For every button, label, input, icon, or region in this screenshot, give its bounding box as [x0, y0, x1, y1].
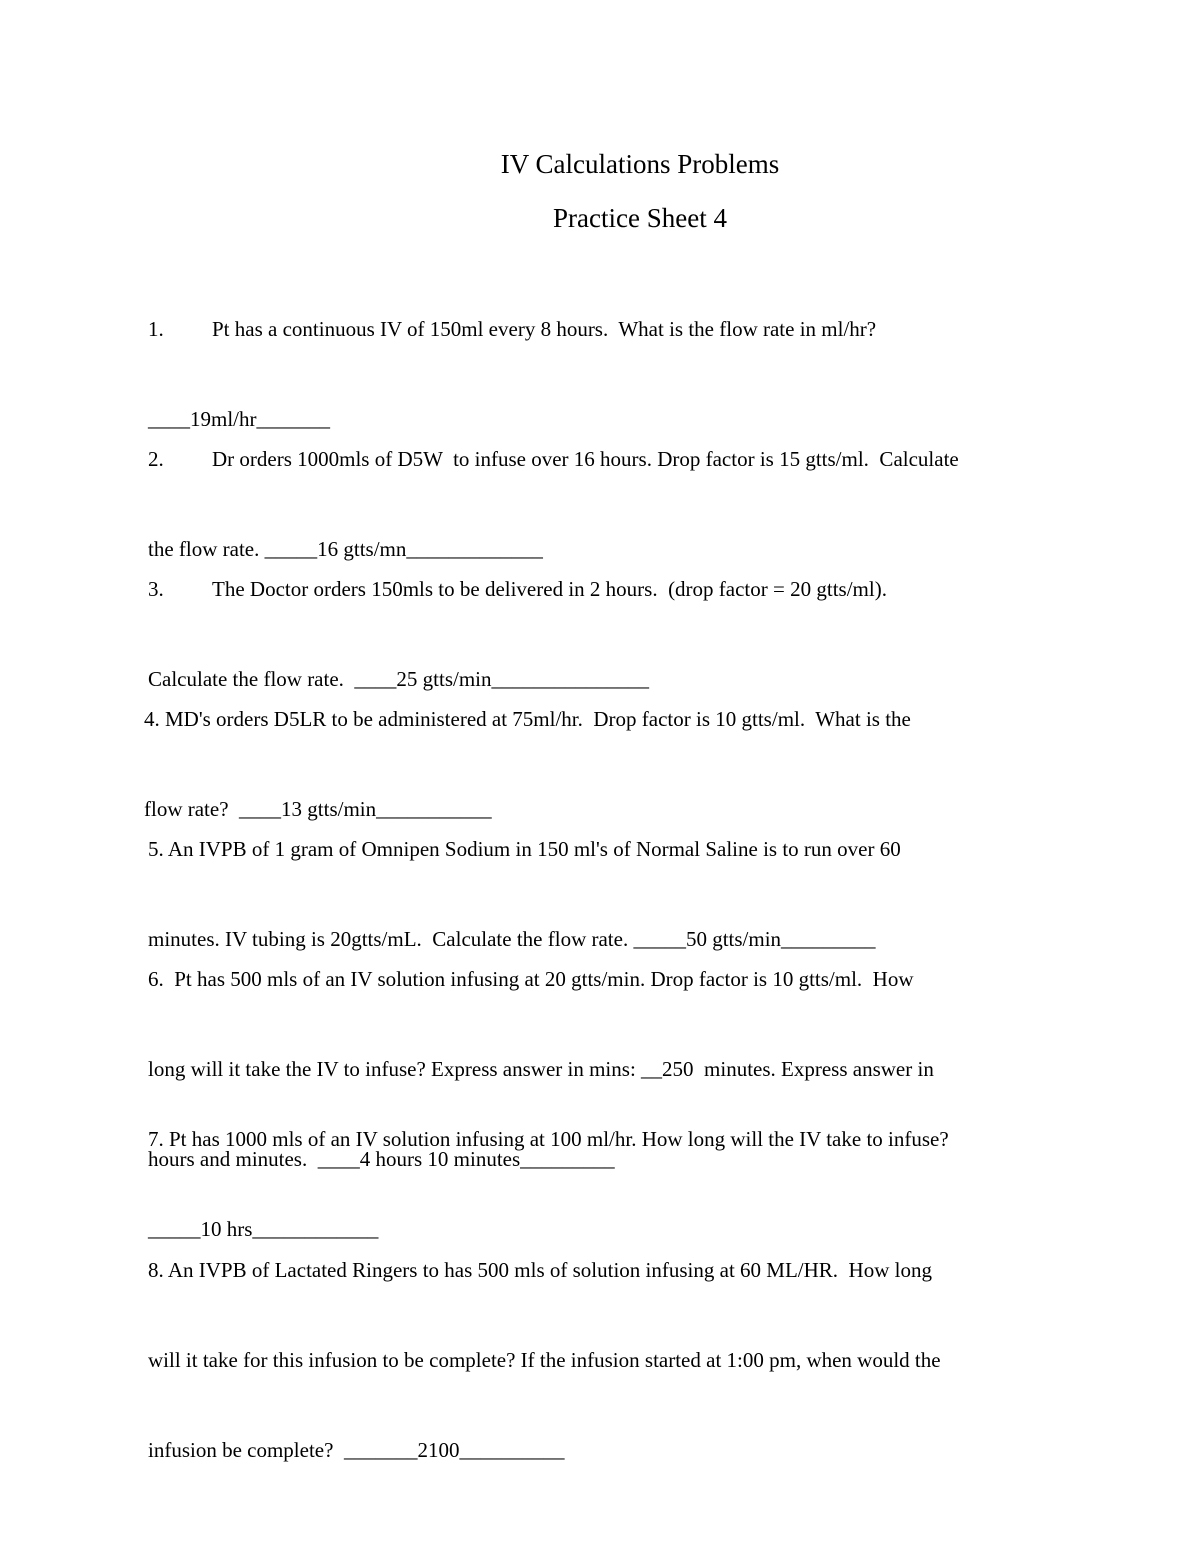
document-title: IV Calculations Problems: [500, 149, 780, 179]
problem-number: 8.: [148, 1258, 164, 1282]
problem-answer: ____19ml/hr_______: [148, 407, 330, 431]
problem-text: The Doctor orders 150mls to be delivered in 2 hours. (drop factor = 20 gtts/ml).: [212, 577, 887, 601]
problem-text: Pt has a continuous IV of 150ml every 8 hours. What is the flow rate in ml/hr?: [212, 317, 877, 341]
problem-number: 6.: [148, 967, 164, 991]
problem-text: Dr orders 1000mls of D5W to infuse over 16 hours. Drop factor is 15 gtts/ml. Calculate: [212, 447, 959, 471]
problem-answer: hours and minutes. ____4 hours 10 minutes_________: [148, 1147, 615, 1171]
problem-answer: the flow rate. _____16 gtts/mn_____________: [148, 537, 543, 561]
problem-text: An IVPB of Lactated Ringers to has 500 mls of solution infusing at 60 ML/HR. How long: [163, 1258, 932, 1282]
problem-answer: infusion be complete? _______2100__________: [148, 1438, 565, 1462]
problem-line: [148, 574, 887, 604]
document-subtitle: Practice Sheet 4: [553, 203, 727, 233]
problem-line: [144, 704, 911, 734]
problem-number: 7.: [148, 1127, 164, 1151]
problem-line: [148, 964, 934, 994]
problem-answer: flow rate? ____13 gtts/min___________: [144, 797, 492, 821]
problem-line: [148, 314, 876, 344]
problem-text: MD's orders D5LR to be administered at 75ml/hr. Drop factor is 10 gtts/ml. What is the: [159, 707, 911, 731]
problem-line: [148, 444, 959, 474]
problem-number: 1.: [148, 317, 164, 341]
problem-line: [148, 834, 901, 864]
problem-answer: Calculate the flow rate. ____25 gtts/min_______________: [148, 667, 650, 691]
problem-8: [148, 1195, 941, 1495]
problem-number: 4.: [144, 707, 160, 731]
problem-number: 5.: [148, 837, 164, 861]
problem-line: [148, 1255, 941, 1285]
problem-answer: _____10 hrs____________: [148, 1217, 379, 1241]
problem-answer: minutes. IV tubing is 20gtts/mL. Calculate the flow rate. _____50 gtts/min_________: [148, 927, 876, 951]
problem-text: An IVPB of 1 gram of Omnipen Sodium in 150 ml's of Normal Saline is to run over 60: [163, 837, 901, 861]
problem-text: Pt has 1000 mls of an IV solution infusing at 100 ml/hr. How long will the IV take to infuse?: [163, 1127, 949, 1151]
problem-number: 3.: [148, 577, 164, 601]
problem-number: 2.: [148, 447, 164, 471]
problem-text: long will it take the IV to infuse? Express answer in mins: __250 minutes. Express answer in: [148, 1057, 934, 1081]
problem-line: [148, 1124, 949, 1154]
problem-text: will it take for this infusion to be complete? If the infusion started at 1:00 pm, when would the: [148, 1348, 941, 1372]
problem-text: Pt has 500 mls of an IV solution infusing at 20 gtts/min. Drop factor is 10 gtts/ml. How: [163, 967, 914, 991]
